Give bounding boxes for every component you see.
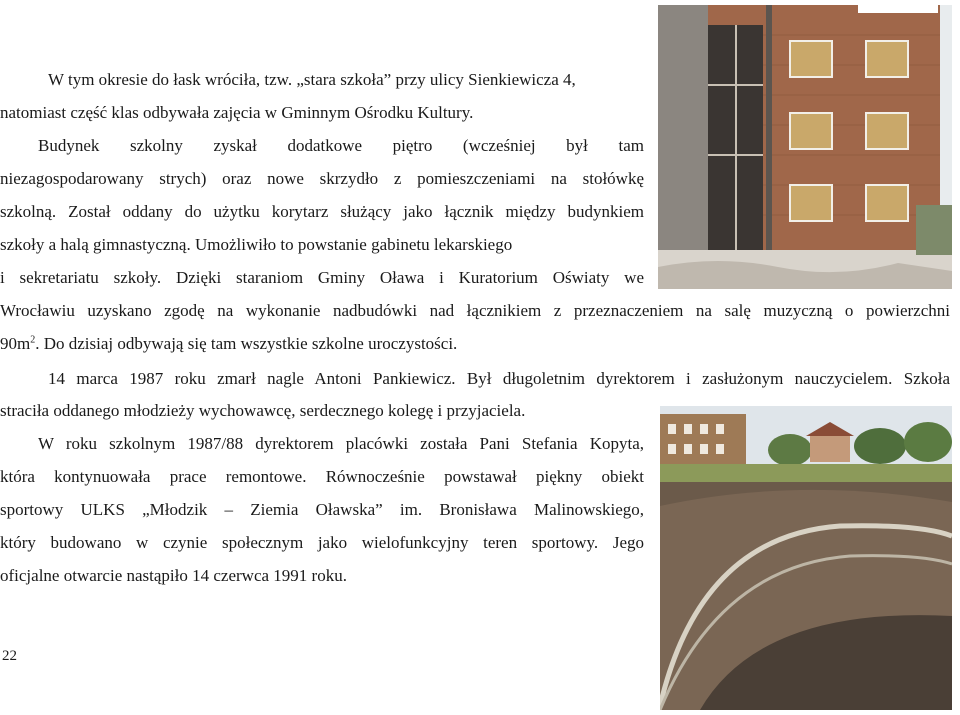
paragraph-4-line-2: która kontynuowała prace remontowe. Równocześnie powstawał piękny obiekt — [0, 467, 644, 486]
paragraph-4-line-4: który budowano w czynie społecznym jako wielofunkcyjny teren sportowy. Jego — [0, 533, 644, 552]
paragraph-2-line-7 — [0, 333, 457, 355]
sports-field-illustration — [660, 406, 952, 710]
paragraph-3-line-2: straciła oddanego młodzieży wychowawcę, serdecznego kolegę i przyjaciela. — [0, 401, 526, 420]
paragraph-4-line-5: oficjalne otwarcie nastąpiło 14 czerwca 1991 roku. — [0, 566, 347, 585]
paragraph-2-line-3: szkolną. Został oddany do użytku korytarz służący jako łącznik między budynkiem — [0, 202, 644, 221]
paragraph-1-line-2: natomiast część klas odbywała zajęcia w Gminnym Ośrodku Kultury. — [0, 103, 474, 122]
paragraph-2-line-4: szkoły a halą gimnastyczną. Umożliwiło to powstanie gabinetu lekarskiego — [0, 235, 513, 254]
paragraph-1-line-1: W tym okresie do łask wróciła, tzw. „stara szkoła” przy ulicy Sienkiewicza 4, — [48, 70, 576, 89]
paragraph-2-line-5: i sekretariatu szkoły. Dzięki staraniom Gminy Oława i Kuratorium Oświaty we — [0, 268, 644, 287]
paragraph-4-line-3: sportowy ULKS „Młodzik – Ziemia Oławska” im. Bronisława Malinowskiego, — [0, 500, 644, 519]
photo-building-construction — [658, 5, 952, 289]
paragraph-2-line-7-rest: . Do dzisiaj odbywają się tam wszystkie szkolne uroczystości. — [35, 334, 458, 353]
area-value: 90m — [0, 334, 31, 353]
paragraph-2-line-6: Wrocławiu uzyskano zgodę na wykonanie nadbudówki nad łącznikiem z przeznaczeniem na salę muzyczną o powierzchni — [0, 301, 950, 320]
page-number: 22 — [2, 648, 17, 664]
photo-sports-field — [660, 406, 952, 710]
paragraph-4-line-1: W roku szkolnym 1987/88 dyrektorem placówki została Pani Stefania Kopyta, — [38, 434, 644, 453]
paragraph-3-line-1: 14 marca 1987 roku zmarł nagle Antoni Pankiewicz. Był długoletnim dyrektorem i zasłużonym nauczycielem. Szkoła — [48, 369, 950, 388]
paragraph-2-line-1: Budynek szkolny zyskał dodatkowe piętro (wcześniej był tam — [38, 136, 644, 155]
paragraph-2-line-2: niezagospodarowany strych) oraz nowe skrzydło z pomieszczeniami na stołówkę — [0, 169, 644, 188]
superscript-2: 2 — [30, 334, 36, 346]
building-illustration — [658, 5, 952, 289]
